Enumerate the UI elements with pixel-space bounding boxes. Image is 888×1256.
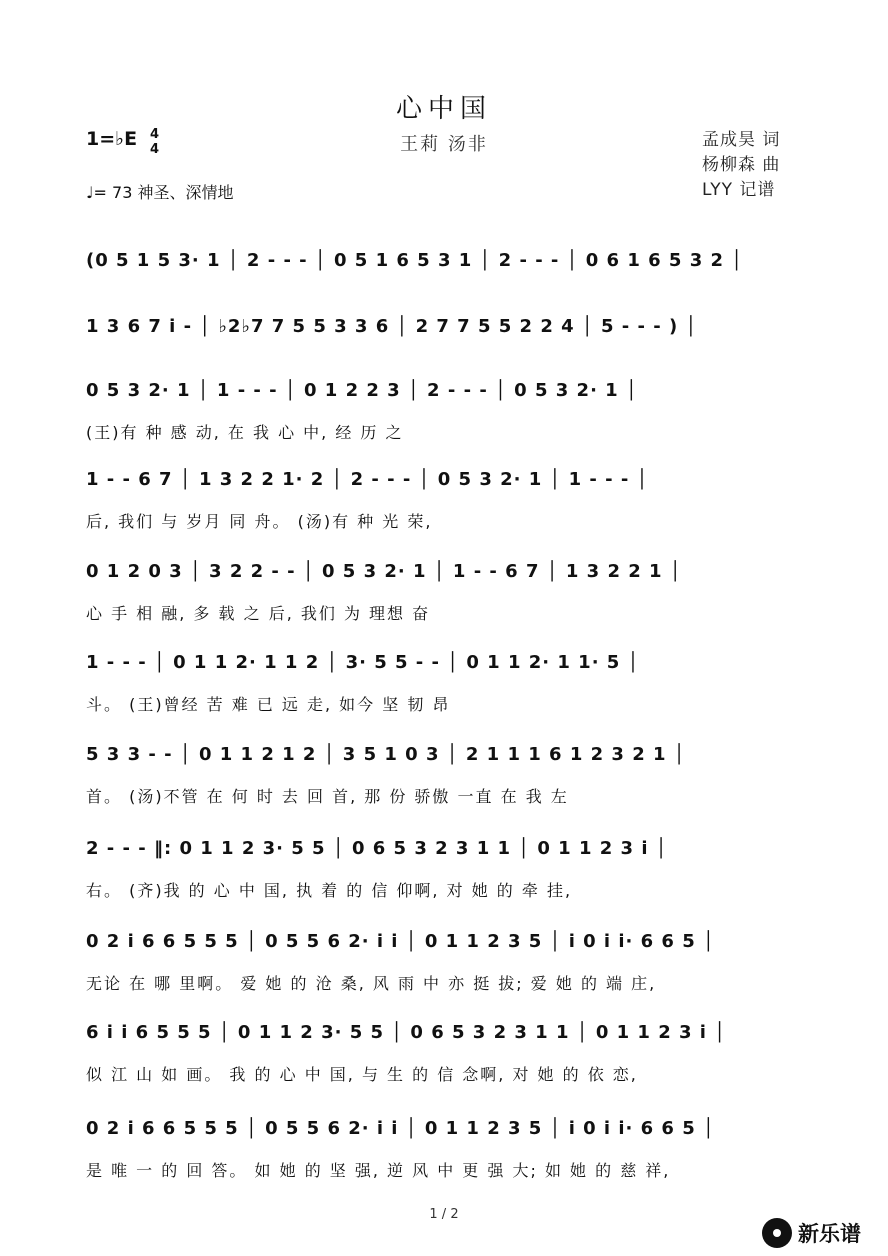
notation-line: 2 - - - ‖: 0 1 1 2 3· 5 5 │ 0 6 5 3 2 3 1 1 │ 0 1 1 2 3 i │ <box>86 838 668 859</box>
score-system-10 <box>86 1022 806 1092</box>
notation-line: 1 3 6 7 i - │ ♭2♭7 7 5 5 3 3 6 │ 2 7 7 5 5 2 2 4 │ 5 - - - ) │ <box>86 316 698 337</box>
notation-line: 5 3 3 - - │ 0 1 1 2 1 2 │ 3 5 1 0 3 │ 2 1 1 1 6 1 2 3 2 1 │ <box>86 744 686 765</box>
score-system-1 <box>86 250 806 320</box>
lyric-line: (王)有 种 感 动, 在 我 心 中, 经 历 之 <box>86 423 404 442</box>
transcriber: LYY 记谱 <box>702 180 776 200</box>
composer: 杨柳森 曲 <box>702 155 781 175</box>
notation-line: 6 i i 6 5 5 5 │ 0 1 1 2 3· 5 5 │ 0 6 5 3 2 3 1 1 │ 0 1 1 2 3 i │ <box>86 1022 727 1043</box>
notation-line: 1 - - - │ 0 1 1 2· 1 1 2 │ 3· 5 5 - - │ 0 1 1 2· 1 1· 5 │ <box>86 652 640 673</box>
score-system-4 <box>86 469 806 539</box>
credits <box>702 128 780 203</box>
lyric-line: 后, 我们 与 岁月 同 舟。 (汤)有 种 光 荣, <box>86 512 433 531</box>
score-system-7 <box>86 744 806 814</box>
score-system-2 <box>86 316 806 386</box>
lyric-line: 心 手 相 融, 多 载 之 后, 我们 为 理想 奋 <box>86 604 431 623</box>
lyric-line: 斗。 (王)曾经 苦 难 已 远 走, 如今 坚 韧 昂 <box>86 695 451 714</box>
lyric-line: 似 江 山 如 画。 我 的 心 中 国, 与 生 的 信 念啊, 对 她 的 依 恋, <box>86 1065 638 1084</box>
page-number: 1 / 2 <box>429 1207 459 1222</box>
song-title: 心中国 <box>395 94 492 124</box>
time-signature-bottom: 4 <box>150 142 160 157</box>
time-signature-top: 4 <box>150 127 160 142</box>
time-signature <box>150 127 159 157</box>
singers: 王莉 汤非 <box>400 134 488 155</box>
notation-line: 0 1 2 0 3 │ 3 2 2 - - │ 0 5 3 2· 1 │ 1 - - 6 7 │ 1 3 2 2 1 │ <box>86 561 682 582</box>
notation-line: 0 2 i 6 6 5 5 5 │ 0 5 5 6 2· i i │ 0 1 1 2 3 5 │ i 0 i i· 6 6 5 │ <box>86 931 715 952</box>
tempo-marking: ♩= 73 神圣、深情地 <box>86 183 234 202</box>
lyric-line: 是 唯 一 的 回 答。 如 她 的 坚 强, 逆 风 中 更 强 大; 如 她 的 慈 祥, <box>86 1161 671 1180</box>
vinyl-disc-icon <box>762 1218 792 1248</box>
score-system-3 <box>86 380 806 450</box>
lyricist: 孟成昊 词 <box>702 130 781 150</box>
site-logo <box>762 1218 861 1248</box>
score-system-5 <box>86 561 806 631</box>
notation-line: 1 - - 6 7 │ 1 3 2 2 1· 2 │ 2 - - - │ 0 5 3 2· 1 │ 1 - - - │ <box>86 469 649 490</box>
lyric-line: 无论 在 哪 里啊。 爱 她 的 沧 桑, 风 雨 中 亦 挺 拔; 爱 她 的 端 庄, <box>86 974 657 993</box>
score-system-8 <box>86 838 806 908</box>
notation-line: 0 5 3 2· 1 │ 1 - - - │ 0 1 2 2 3 │ 2 - - - │ 0 5 3 2· 1 │ <box>86 380 638 401</box>
score-system-9 <box>86 931 806 1001</box>
site-logo-text: 新乐谱 <box>798 1222 861 1246</box>
lyric-line: 右。 (齐)我 的 心 中 国, 执 着 的 信 仰啊, 对 她 的 牵 挂, <box>86 881 573 900</box>
score-system-6 <box>86 652 806 722</box>
key-signature: 1=♭E <box>86 128 138 150</box>
notation-line: 0 2 i 6 6 5 5 5 │ 0 5 5 6 2· i i │ 0 1 1 2 3 5 │ i 0 i i· 6 6 5 │ <box>86 1118 715 1139</box>
notation-line: (0 5 1 5 3· 1 │ 2 - - - │ 0 5 1 6 5 3 1 │ 2 - - - │ 0 6 1 6 5 3 2 │ <box>86 250 744 271</box>
lyric-line: 首。 (汤)不管 在 何 时 去 回 首, 那 份 骄傲 一直 在 我 左 <box>86 787 569 806</box>
score-system-11 <box>86 1118 806 1188</box>
